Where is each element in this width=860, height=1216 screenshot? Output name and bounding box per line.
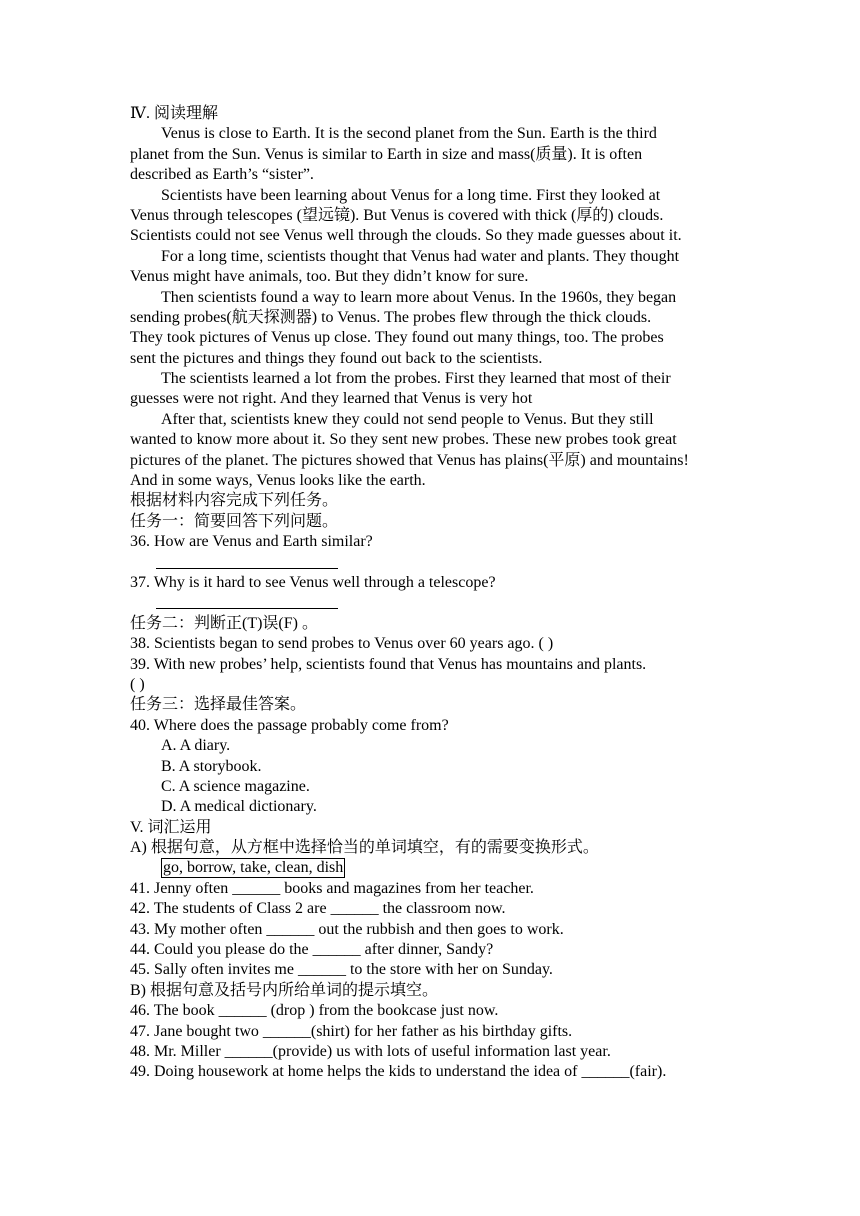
passage-line: described as Earth’s “sister”. — [130, 166, 314, 184]
question-42: 42. The students of Class 2 are ______ the classroom now. — [130, 900, 506, 918]
passage-line: Venus through telescopes (望远镜). But Venus is covered with thick (厚的) clouds. — [130, 206, 664, 224]
question-39-answer-paren: ( ) — [130, 675, 145, 693]
passage-line: Venus is close to Earth. It is the second planet from the Sun. Earth is the third — [161, 125, 657, 143]
question-39: 39. With new probes’ help, scientists found that Venus has mountains and plants. — [130, 655, 647, 673]
task-3-heading: 任务三：选择最佳答案。 — [130, 696, 307, 714]
question-37: 37. Why is it hard to see Venus well through a telescope? — [130, 573, 496, 591]
passage-line: The scientists learned a lot from the probes. First they learned that most of their — [161, 370, 671, 388]
passage-line: Then scientists found a way to learn more about Venus. In the 1960s, they began — [161, 288, 677, 306]
option-a: A. A diary. — [161, 737, 231, 755]
passage-line: Scientists have been learning about Venus for a long time. First they looked at — [161, 186, 661, 204]
worksheet — [130, 104, 750, 1083]
passage-line: Venus might have animals, too. But they didn’t know for sure. — [130, 268, 529, 286]
option-b: B. A storybook. — [161, 757, 262, 775]
option-c: C. A science magazine. — [161, 777, 310, 795]
passage-line: For a long time, scientists thought that Venus had water and plants. They thought — [161, 247, 680, 265]
option-d: D. A medical dictionary. — [161, 798, 317, 816]
passage-line: wanted to know more about it. So they sent new probes. These new probes took great — [130, 431, 677, 449]
section-5-heading: V. 词汇运用 — [130, 818, 212, 836]
reading-passage — [130, 124, 750, 491]
question-45: 45. Sally often invites me ______ to the store with her on Sunday. — [130, 961, 553, 979]
question-41: 41. Jenny often ______ books and magazines from her teacher. — [130, 879, 534, 897]
question-36: 36. How are Venus and Earth similar? — [130, 533, 373, 551]
question-48: 48. Mr. Miller ______(provide) us with lots of useful information last year. — [130, 1042, 611, 1060]
part-b-instruction: B) 根据句意及括号内所给单词的提示填空。 — [130, 981, 439, 999]
passage-line: They took pictures of Venus up close. They found out many things, too. The probes — [130, 329, 664, 347]
passage-line: Scientists could not see Venus well through the clouds. So they made guesses about it. — [130, 227, 682, 245]
passage-line: sending probes(航天探测器) to Venus. The probes flew through the thick clouds. — [130, 308, 652, 326]
part-a-instruction: A) 根据句意，从方框中选择恰当的单词填空，有的需要变换形式。 — [130, 839, 599, 857]
question-49: 49. Doing housework at home helps the kids to understand the idea of ______(fair). — [130, 1063, 667, 1081]
passage-line: planet from the Sun. Venus is similar to Earth in size and mass(质量). It is often — [130, 145, 643, 163]
question-44: 44. Could you please do the ______ after dinner, Sandy? — [130, 941, 494, 959]
answer-blank-37[interactable] — [130, 593, 750, 613]
question-40: 40. Where does the passage probably come from? — [130, 716, 449, 734]
passage-line: sent the pictures and things they found out back to the scientists. — [130, 349, 543, 367]
passage-line: After that, scientists knew they could not send people to Venus. But they still — [161, 410, 654, 428]
task-1-heading: 任务一：简要回答下列问题。 — [130, 512, 339, 530]
passage-line: And in some ways, Venus looks like the earth. — [130, 472, 426, 490]
passage-line: guesses were not right. And they learned that Venus is very hot — [130, 390, 533, 408]
task-2-heading: 任务二：判断正(T)误(F) 。 — [130, 614, 318, 632]
passage-line: pictures of the planet. The pictures showed that Venus has plains(平原) and mountains! — [130, 451, 689, 469]
question-46: 46. The book ______ (drop ) from the bookcase just now. — [130, 1002, 499, 1020]
question-43: 43. My mother often ______ out the rubbish and then goes to work. — [130, 920, 564, 938]
question-38: 38. Scientists began to send probes to Venus over 60 years ago. ( ) — [130, 635, 554, 653]
answer-blank-36[interactable] — [130, 553, 750, 573]
question-47: 47. Jane bought two ______(shirt) for her father as his birthday gifts. — [130, 1022, 573, 1040]
section-4-heading: Ⅳ. 阅读理解 — [130, 105, 218, 122]
task-instruction: 根据材料内容完成下列任务。 — [130, 492, 339, 510]
word-box: go, borrow, take, clean, dish — [163, 859, 344, 877]
